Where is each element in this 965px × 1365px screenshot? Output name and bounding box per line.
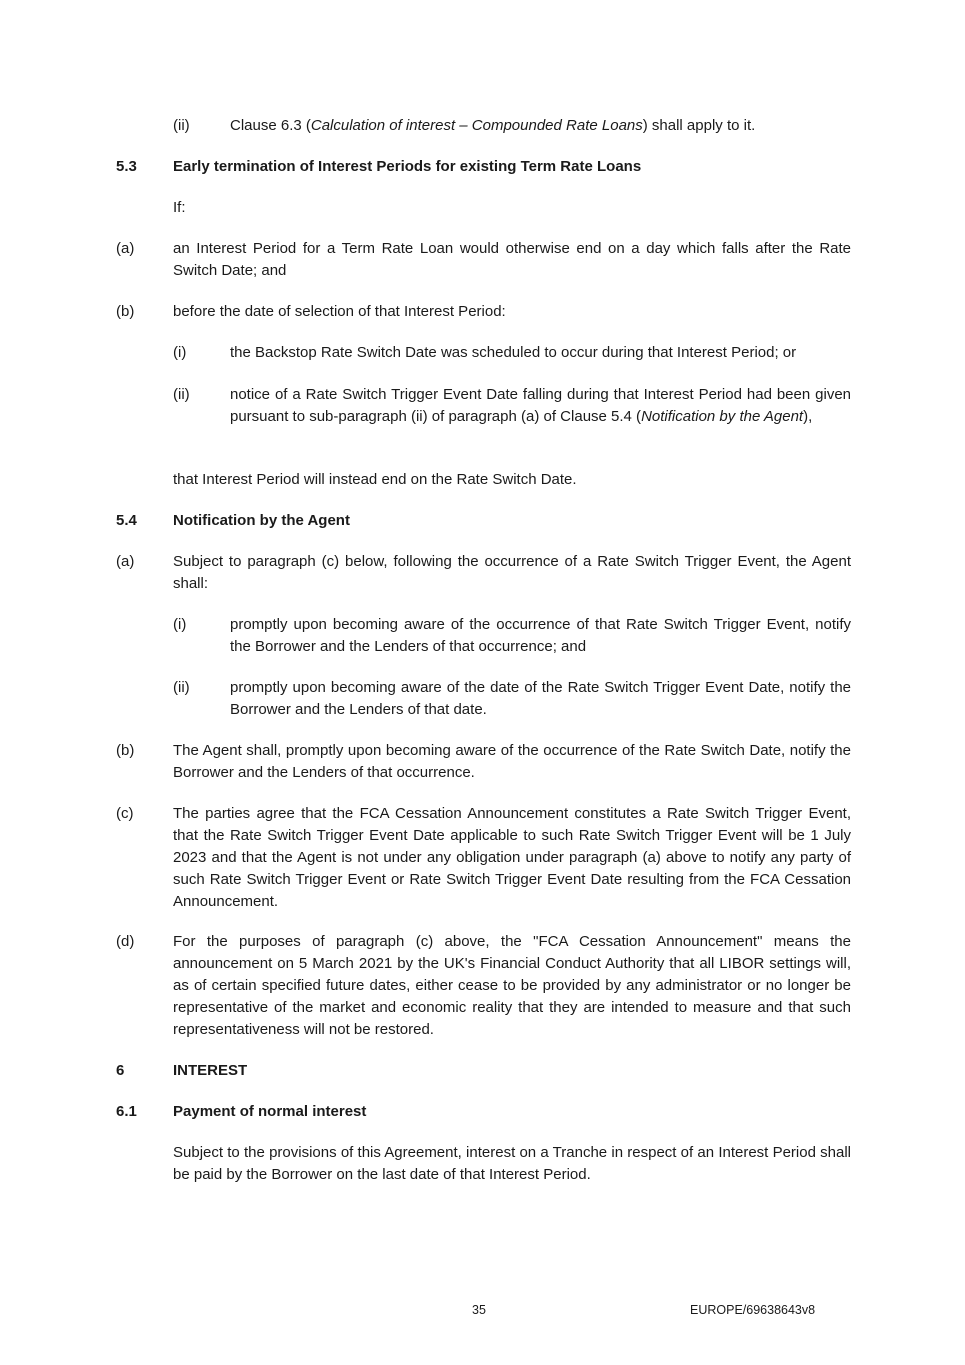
section-heading-5-3: Early termination of Interest Periods for existing Term Rate Loans bbox=[173, 158, 642, 175]
section-5-3-intro: If: bbox=[173, 199, 186, 216]
paragraph-label-5-4-a: (a) bbox=[116, 553, 135, 570]
paragraph-label-5-4-d: (d) bbox=[116, 933, 135, 950]
section-heading-6: INTEREST bbox=[173, 1062, 248, 1079]
clause-63-title: Calculation of interest – Compounded Rate Loans bbox=[310, 117, 643, 134]
document-reference: EUROPE/69638643v8 bbox=[690, 1303, 816, 1317]
section-heading-6-1: Payment of normal interest bbox=[173, 1103, 367, 1120]
subparagraph-5-3-b-i: the Backstop Rate Switch Date was scheduled to occur during that Interest Period; or bbox=[230, 344, 797, 361]
subparagraph-label-5-4-a-i: (i) bbox=[173, 616, 187, 633]
subparagraph-label-5-4-a-ii: (ii) bbox=[173, 679, 190, 696]
section-number-5-3: 5.3 bbox=[116, 158, 137, 175]
section-5-3-closing: that Interest Period will instead end on the Rate Switch Date. bbox=[173, 471, 577, 488]
page-number: 35 bbox=[472, 1303, 486, 1317]
paragraph-5-4-c: The parties agree that the FCA Cessation Announcement constitutes a Rate Switch Trigger Event, that the Rate Switch Trigger Event Date applicable to such Rate Switch Trigger Event will be 1 July 2023 and that the Agent is not under any obligation under paragraph (a) above to notify any party of such Rate Switch Trigger Event or Rate Switch Trigger Event Date resulting from the FCA Cessation Announcement. bbox=[173, 805, 851, 910]
clause-5-4-title-reference: Notification by the Agent bbox=[641, 408, 804, 425]
section-heading-5-4: Notification by the Agent bbox=[173, 512, 350, 529]
paragraph-label-5-3-b: (b) bbox=[116, 303, 135, 320]
paragraph-5-4-b: The Agent shall, promptly upon becoming aware of the occurrence of the Rate Switch Date, notify the Borrower and the Lenders of that occurrence. bbox=[173, 742, 851, 781]
subparagraph-5-4-a-ii: promptly upon becoming aware of the date of the Rate Switch Trigger Event Date, notify the Borrower and the Lenders of that date. bbox=[230, 679, 851, 718]
paragraph-label-5-4-b: (b) bbox=[116, 742, 135, 759]
subparagraph-label-5-3-b-i: (i) bbox=[173, 344, 187, 361]
paragraph-5-3-a: an Interest Period for a Term Rate Loan would otherwise end on a day which falls after the Rate Switch Date; and bbox=[173, 240, 851, 279]
paragraph-5-4-d: For the purposes of paragraph (c) above, the "FCA Cessation Announcement" means the announcement on 5 March 2021 by the UK's Financial Conduct Authority that all LIBOR settings will, as of certain specified future dates, either cease to be provided by any administrator or no longer be representative of the market and economic reality that they are intended to measure and that such representativeness will not be restored. bbox=[173, 933, 851, 1038]
paragraph-5-4-a: Subject to paragraph (c) below, following the occurrence of a Rate Switch Trigger Event, the Agent shall: bbox=[173, 553, 851, 592]
subparagraph-5-4-a-i: promptly upon becoming aware of the occurrence of that Rate Switch Trigger Event, notify the Borrower and the Lenders of that occurrence; and bbox=[230, 616, 851, 655]
paragraph-5-3-b: before the date of selection of that Interest Period: bbox=[173, 303, 506, 320]
clause-63-reference: Clause 6.3 (Calculation of interest – Compounded Rate Loans) shall apply to it. bbox=[230, 117, 756, 134]
subparagraph-label-5-3-b-ii: (ii) bbox=[173, 386, 190, 403]
paragraph-label-5-4-c: (c) bbox=[116, 805, 134, 822]
paragraph-label-5-3-a: (a) bbox=[116, 240, 135, 257]
section-number-6-1: 6.1 bbox=[116, 1103, 137, 1120]
subparagraph-5-3-b-ii: notice of a Rate Switch Trigger Event Date falling during that Interest Period had been given pursuant to sub-paragraph (ii) of paragraph (a) of Clause 5.4 (Notification by the Agent), bbox=[230, 386, 851, 425]
section-number-5-4: 5.4 bbox=[116, 512, 137, 529]
section-6-1-body: Subject to the provisions of this Agreement, interest on a Tranche in respect of an Interest Period shall be paid by the Borrower on the last date of that Interest Period. bbox=[173, 1144, 851, 1183]
section-number-6: 6 bbox=[116, 1062, 125, 1079]
item-label-ii: (ii) bbox=[173, 117, 190, 134]
